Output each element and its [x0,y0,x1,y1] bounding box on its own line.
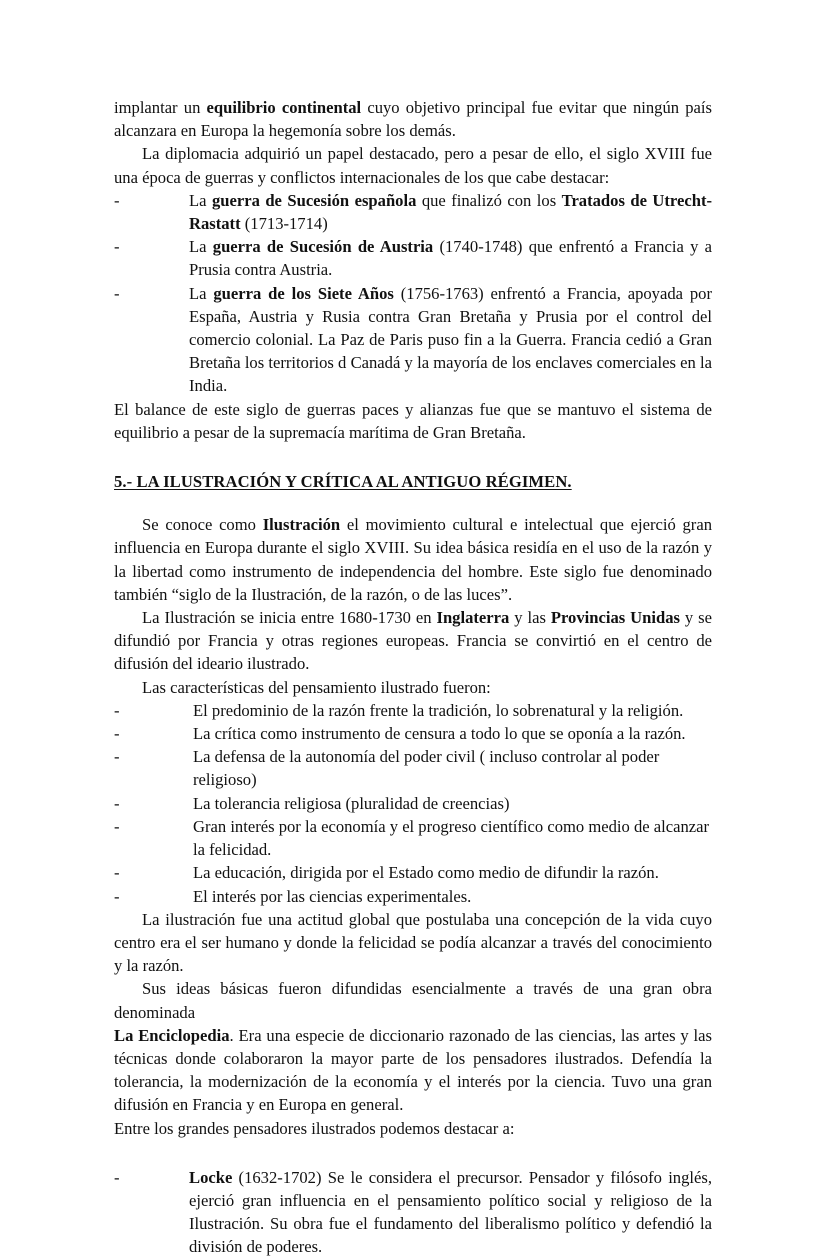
text-run: Se conoce como [142,515,263,535]
heading-spacer [114,493,712,513]
bold-term-equilibrio-continental: equilibrio continental [206,98,362,117]
bold-term-guerra-siete-anos: guerra de los Siete Años [213,283,394,303]
war-bullet-list [114,189,712,398]
list-spacer [114,1140,712,1166]
bold-term-guerra-sucesion-austria: guerra de Sucesión de Austria [212,237,434,257]
text-run: que finalizó con los [416,190,562,210]
list-item-guerra-siete-anos [114,282,712,398]
paragraph-actitud-global: La ilustración fue una actitud global que postulaba una concepción de la vida cuyo centro era el ser humano y donde la felicidad se podía alcanzar a través del conocimiento y la razón. [114,909,712,976]
paragraph-caracteristicas-intro: Las características del pensamiento ilustrado fueron: [142,677,491,697]
paragraph-ideas-difundidas: Sus ideas básicas fueron difundidas esencialmente a través de una gran obra denominada [114,979,712,1022]
characteristics-bullet-list [114,699,712,908]
paragraph-equilibrio-continental [114,96,712,142]
text-run: La [189,237,213,257]
text-run: La [189,190,212,210]
list-item-label: Gran interés por la economía y el progreso científico como medio de alcanzar la felicidad. [193,816,710,860]
paragraph-diplomacia: La diplomacia adquirió un papel destacado, pero a pesar de ello, el siglo XVIII fue una época de guerras y conflictos internacionales de los que cabe destacar: [114,144,712,187]
text-run: La Ilustración se inicia entre 1680-1730 en [142,608,437,628]
section-spacer [114,444,712,470]
bullet-dash-icon: - [114,190,120,210]
text-run: (1713-1714) [240,214,328,234]
text-run: y las [509,608,551,628]
bold-term-locke: Locke [189,1167,233,1187]
thinkers-bullet-list [114,1166,712,1259]
list-item-critica-censura [114,722,712,745]
paragraph-ilustracion-origen [114,606,712,676]
bullet-dash-icon: - [114,863,120,883]
text-run: y se difundió por Francia y otras regiones europeas. Francia se convirtió en el centro de difusión del ideario ilustrado. [114,608,712,674]
bullet-dash-icon: - [114,816,120,836]
list-item-interes-economia [114,815,712,861]
paragraph-pensadores-intro: Entre los grandes pensadores ilustrados podemos destacar a: [114,1118,515,1138]
list-item-predominio-razon [114,699,712,722]
bullet-dash-icon: - [114,793,120,813]
bullet-dash-icon: - [114,700,120,720]
list-item-guerra-sucesion-espanola [114,189,712,235]
list-item-tolerancia-religiosa [114,792,712,815]
bullet-dash-icon: - [114,237,120,257]
list-item-autonomia-poder-civil [114,745,712,791]
list-item-guerra-sucesion-austria [114,235,712,281]
text-run: La [189,283,214,303]
paragraph-ilustracion-definicion [114,513,712,606]
list-item-label: El predominio de la razón frente la tradición, lo sobrenatural y la religión. [193,700,684,720]
bold-term-ilustracion: Ilustración [262,515,341,535]
list-item-label: La tolerancia religiosa (pluralidad de creencias) [193,793,510,813]
bullet-dash-icon: - [114,724,120,744]
bold-term-inglaterra: Inglaterra [436,608,510,628]
text-run: (1632-1702) Se le considera el precursor. Pensador y filósofo inglés, ejerció gran influencia en el pensamiento político social y religioso de la Ilustración. Su obra fue el fundamento del liberalismo político y defendió la división de poderes. [189,1167,712,1257]
text-run: cuyo objetivo principal fue evitar que ningún país alcanzara en Europa la hegemonía sobre los demás. [114,98,712,141]
list-item-locke [114,1166,712,1259]
list-item-label: La defensa de la autonomía del poder civil ( incluso controlar al poder religioso) [193,747,660,790]
bullet-dash-icon: - [114,1167,120,1187]
paragraph-balance-siglo: El balance de este siglo de guerras paces y alianzas fue que se mantuvo el sistema de equilibrio a pesar de la supremacía marítima de Gran Bretaña. [114,399,712,442]
list-item-label: El interés por las ciencias experimentales. [193,886,472,906]
bullet-dash-icon: - [114,886,120,906]
bullet-dash-icon: - [114,283,120,303]
bold-term-la-enciclopedia: La Enciclopedia [114,1025,230,1045]
section-heading-5: 5.- LA ILUSTRACIÓN Y CRÍTICA AL ANTIGUO RÉGIMEN. [114,472,572,492]
bold-term-guerra-sucesion-espanola: guerra de Sucesión española [211,190,417,210]
list-item-label: La crítica como instrumento de censura a todo lo que se oponía a la razón. [193,724,686,744]
bold-term-tratados-utrecht-rastatt: Tratados de Utrecht-Rastatt [189,190,712,234]
text-run: (1740-1748) que enfrentó a Francia y a Prusia contra Austria. [189,237,712,280]
text-run: el movimiento cultural e intelectual que ejerció gran influencia en Europa durante el siglo XVIII. Su idea básica residía en el uso de la razón y la libertad como instrumento de independencia del hombre. Este siglo fue denominado también “siglo de la Ilustración, de la razón, o de las luces”. [114,515,712,604]
list-item-label: La educación, dirigida por el Estado como medio de difundir la razón. [193,863,659,883]
bullet-dash-icon: - [114,747,120,767]
paragraph-la-enciclopedia [114,1024,712,1117]
text-run: (1756-1763) enfrentó a Francia, apoyada por España, Austria y Rusia contra Gran Bretaña y Prusia por el control del comercio colonial. La Paz de Paris puso fin a la Guerra. Francia cedió a Gran Bretaña los territorios d Canadá y la mayoría de los enclaves comerciales en la India. [189,283,712,396]
text-run: implantar un [114,98,207,117]
bold-term-provincias-unidas: Provincias Unidas [550,608,680,628]
page-content [114,96,712,1259]
text-run: . Era una especie de diccionario razonado de las ciencias, las artes y las técnicas donde colaboraron la mayor parte de los pensadores ilustrados. Defendía la tolerancia, la modernización de la economía y el interés por la ciencia. Tuvo una gran difusión en Francia y en Europa en general. [114,1025,712,1115]
list-item-ciencias-experimentales [114,885,712,908]
list-item-educacion-estado [114,861,712,884]
